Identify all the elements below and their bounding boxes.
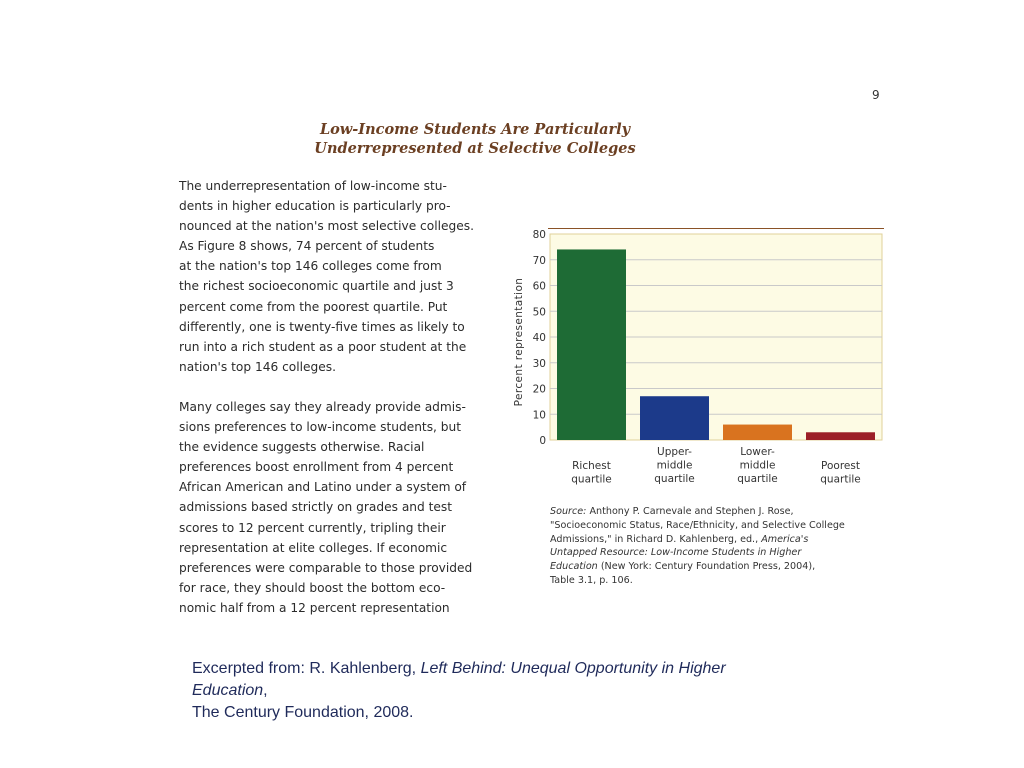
source-note [550,505,890,588]
x-category-label: Lower- [740,446,775,458]
bar-0 [557,249,626,440]
source-line-1: Anthony P. Carnevale and Stephen J. Rose, [586,506,794,517]
source-publisher: (New York: Century Foundation Press, 2004), [597,561,816,573]
figure-header [548,184,884,229]
x-category-label: quartile [820,473,861,486]
y-tick-label: 0 [539,435,546,447]
source-line-3: Admissions," in Richard D. Kahlenberg, ed., [550,533,762,545]
body-text-line: admissions based strictly on grades and test [179,500,453,515]
y-tick-label: 60 [532,280,546,293]
x-category-label: Richest [572,460,611,472]
x-category-labels [571,446,860,486]
y-tick-label: 50 [532,306,546,319]
source-label: Source: [550,506,587,517]
page-number: 9 [872,88,880,102]
source-book-title-end: Education [550,561,598,573]
body-text-line: percent come from the poorest quartile. Put [179,299,448,314]
body-text-line: preferences boost enrollment from 4 percent [179,460,454,475]
x-category-label: quartile [737,473,778,485]
body-paragraph [179,397,509,618]
body-text-line: run into a rich student as a poor student at the [179,339,467,354]
body-text-line: The underrepresentation of low-income stu- [179,179,447,193]
body-paragraph [179,176,509,377]
source-book-title-middle: Untapped Resource: Low-Income Students in Higher [550,547,802,559]
body-text-line: representation at elite colleges. If economic [179,540,448,555]
figure-title-rest: Economic Diversity at the [661,191,825,205]
figure-title-line-2: Nation's Top 146 Colleges [636,207,796,221]
y-tick-labels [533,229,546,447]
source-line-6: Table 3.1, p. 106. [550,574,633,586]
citation-comma: , [263,682,268,699]
figure-label: Figure 8. [607,191,662,205]
body-text-line: dents in higher education is particularly pro- [179,199,451,214]
y-tick-label: 70 [532,254,546,267]
bar-2 [723,425,792,440]
bar-1 [640,396,709,440]
figure-title-line-1 [548,190,884,206]
figure-8-chart [505,228,890,496]
body-text-line: African American and Latino under a system of [179,480,467,495]
body-text-line: the evidence suggests otherwise. Racial [179,440,425,455]
y-axis-title: Percent representation [513,277,525,407]
body-text [179,176,509,618]
body-text-line: Many colleges say they already provide admis- [179,399,466,414]
x-category-label: middle [739,459,776,472]
x-category-label: quartile [654,473,695,485]
y-tick-label: 30 [532,357,546,370]
citation-title-line-1: Left Behind: Unequal Opportunity in Higher [420,660,726,677]
body-text-line: sions preferences to low-income students, but [179,420,462,435]
x-category-label: Upper- [657,446,692,458]
bar-3 [806,432,875,440]
body-text-line: scores to 12 percent currently, tripling their [179,520,446,535]
section-title [280,120,670,158]
body-text-line: at the nation's top 146 colleges come from [179,259,442,274]
y-tick-label: 20 [532,383,546,396]
body-text-line: preferences were comparable to those provided [179,560,473,575]
y-tick-label: 10 [532,409,546,422]
x-category-label: Poorest [821,460,860,472]
body-text-line: for race, they should boost the bottom eco- [179,580,446,595]
source-line-2: "Socioeconomic Status, Race/Ethnicity, and Selective College [550,519,845,531]
citation [192,658,892,724]
body-text-line: differently, one is twenty-five times as likely to [179,319,465,334]
citation-title-line-2: Education [192,682,264,699]
y-tick-label: 40 [532,332,546,344]
citation-prefix: Excerpted from: R. Kahlenberg, [192,660,421,677]
section-title-line-1: Low-Income Students Are Particularly [319,121,631,138]
body-text-line: nomic half from a 12 percent representation [179,600,450,615]
citation-publisher: The Century Foundation, 2008. [192,704,414,721]
body-text-line: As Figure 8 shows, 74 percent of students [179,239,435,254]
y-tick-label: 80 [532,229,546,241]
body-text-line: nation's top 146 colleges. [179,359,336,374]
source-book-title-start: America's [761,533,809,545]
x-category-label: quartile [571,473,612,486]
x-category-label: middle [656,459,693,472]
paragraph-gap [179,377,509,397]
body-text-line: the richest socioeconomic quartile and just 3 [179,279,454,294]
section-title-line-2: Underrepresented at Selective Colleges [314,140,636,157]
body-text-line: nounced at the nation's most selective colleges. [179,219,474,234]
